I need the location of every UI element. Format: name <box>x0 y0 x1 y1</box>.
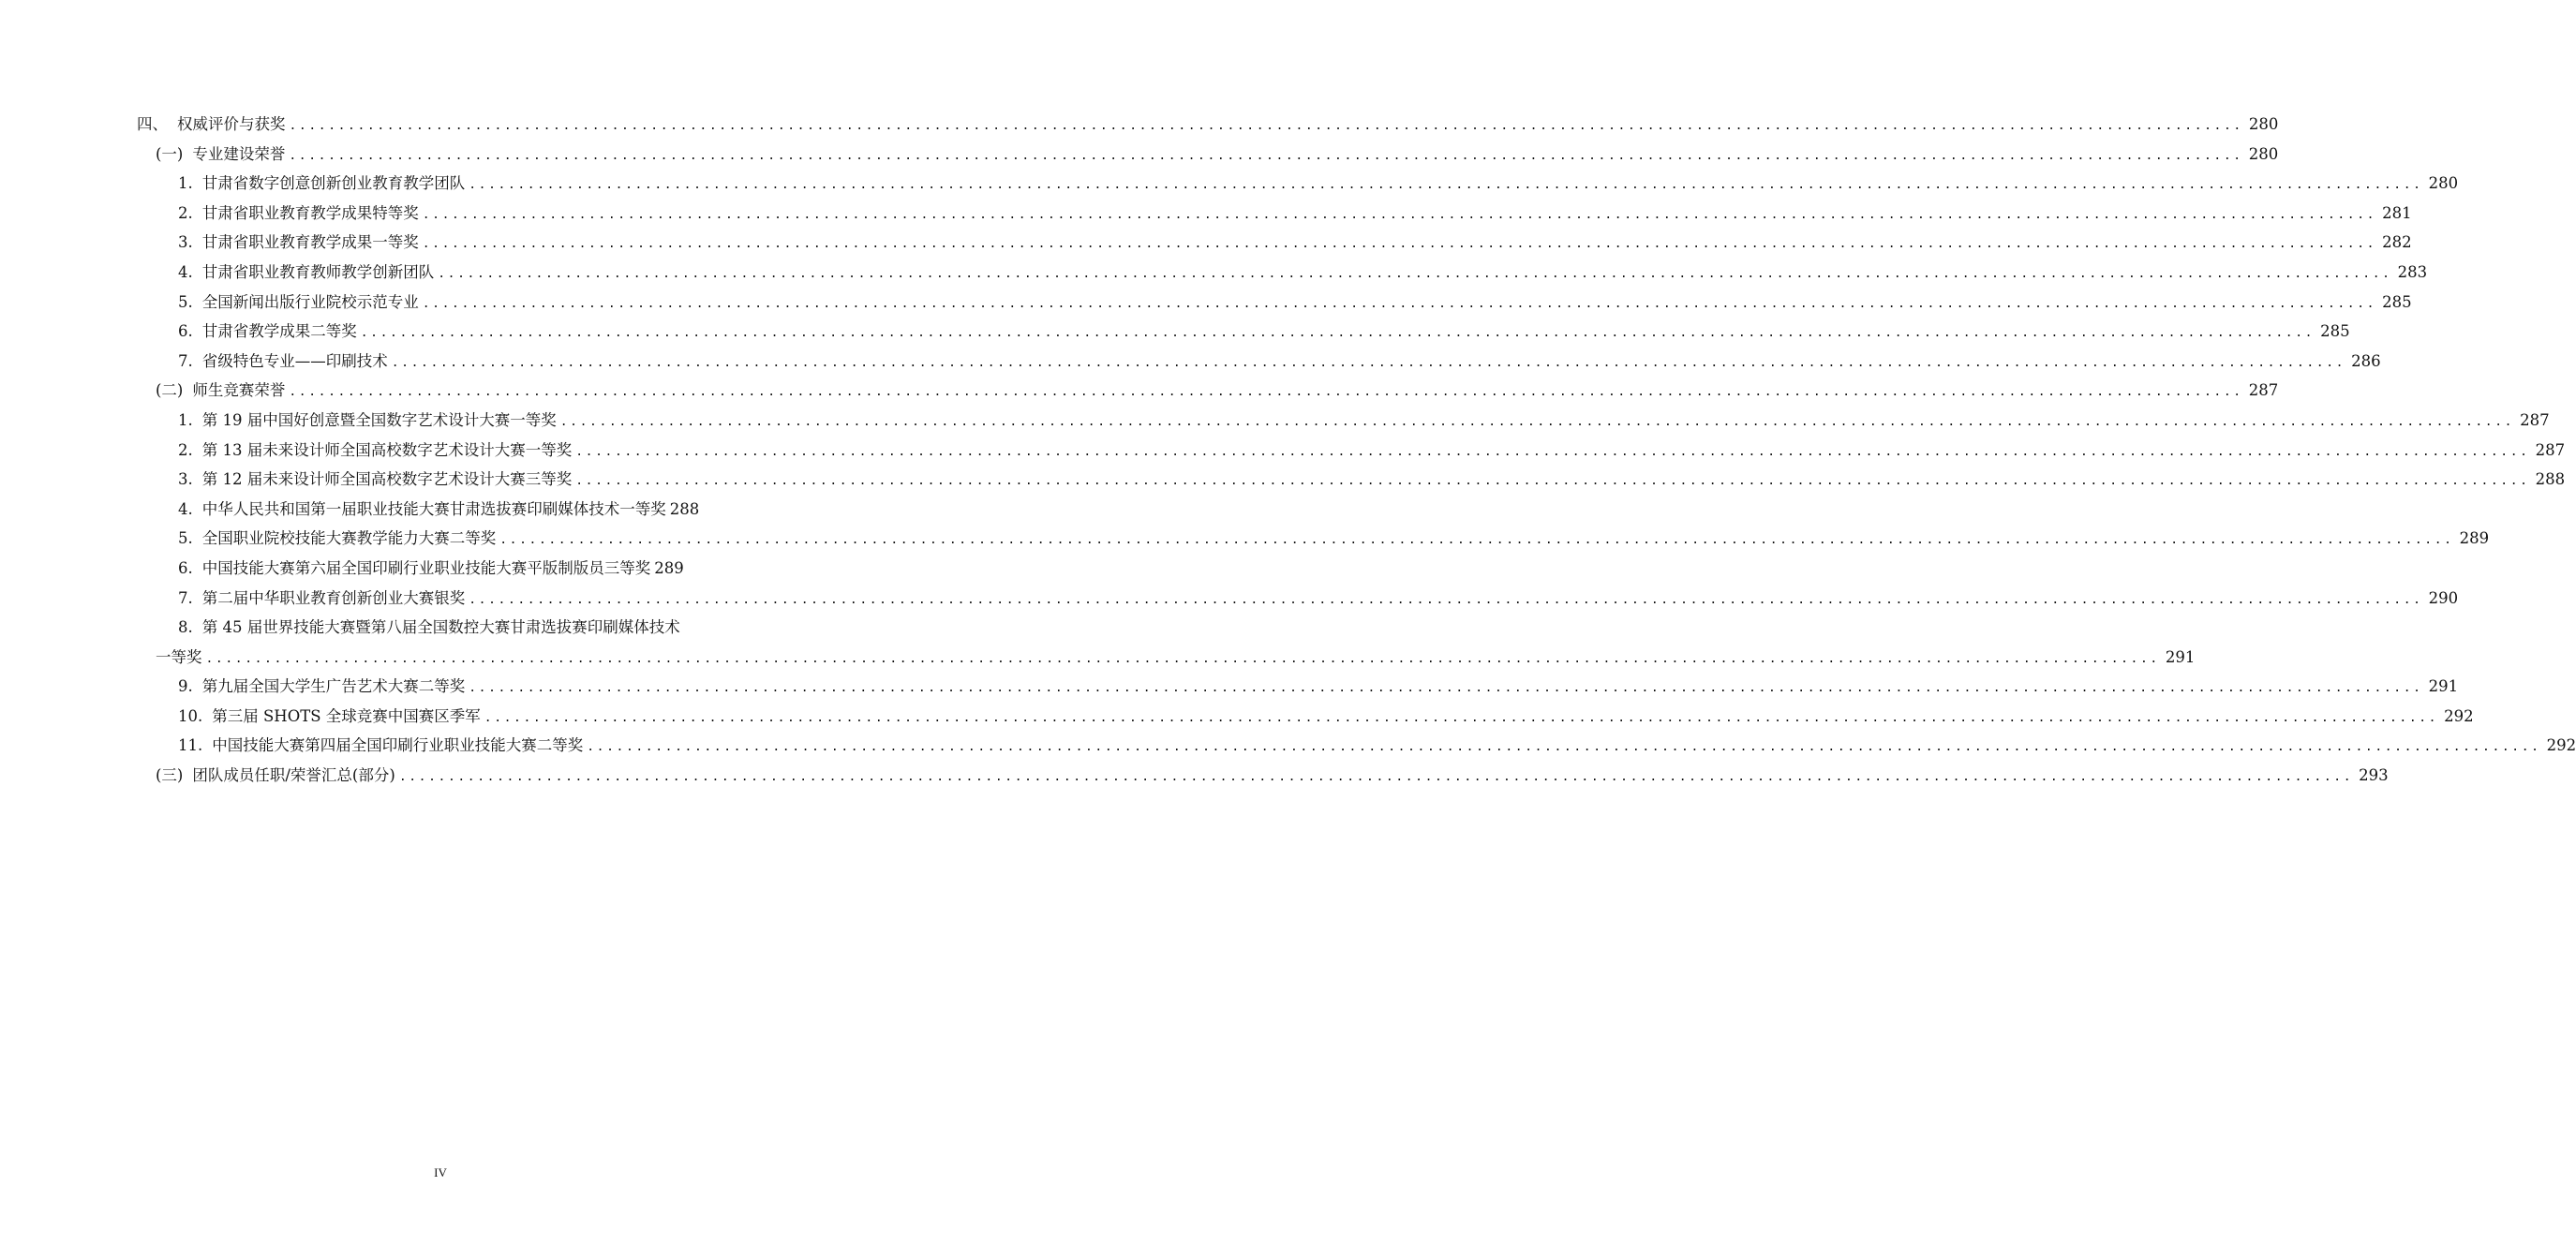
toc-entry[interactable] <box>0 731 2576 761</box>
toc-entry[interactable] <box>0 554 881 584</box>
toc-entry-page: 287 <box>2520 410 2550 429</box>
toc-entry-title: 甘肃省职业教育教师教学创新团队 <box>201 262 435 281</box>
toc-dot-leader: ........................................................................................................................................................................................................ <box>360 326 2315 341</box>
toc-entry-number: 1. <box>178 410 193 429</box>
toc-entry[interactable] <box>0 110 2279 140</box>
toc-dot-leader: ........................................................................................................................................................................................................ <box>422 237 2377 252</box>
toc-dot-leader: ........................................................................................................................................................................................................ <box>289 385 2243 400</box>
toc-dot-leader: ........................................................................................................................................................................................................ <box>469 592 2423 607</box>
toc-entry-number: 2. <box>178 440 193 459</box>
toc-entry[interactable] <box>0 524 2490 554</box>
toc-entry-title: 中华人民共和国第一届职业技能大赛甘肃选拔赛印刷媒体技术一等奖 <box>201 499 666 518</box>
toc-entry-number: 8. <box>178 618 193 637</box>
toc-dot-leader: ........................................................................................................................................................................................................ <box>289 119 2243 133</box>
toc-entry[interactable] <box>0 613 881 643</box>
toc-entry[interactable] <box>0 672 2459 702</box>
toc-entry-number: 1. <box>178 174 193 193</box>
toc-entry-page: 280 <box>2248 115 2279 133</box>
toc-entry-title: 一等奖 <box>156 647 202 666</box>
toc-entry[interactable] <box>0 584 2459 614</box>
toc-entry-title: 师生竞赛荣誉 <box>192 381 286 400</box>
toc-entry-number: 7. <box>178 588 193 607</box>
toc-dot-leader: ........................................................................................................................................................................................................ <box>391 355 2346 370</box>
toc-entry-number: 四、 <box>137 115 168 133</box>
toc-entry[interactable] <box>0 258 2428 288</box>
toc-entry-number: 9. <box>178 677 193 696</box>
toc-entry[interactable] <box>0 347 2381 377</box>
toc-entry-number: 10. <box>178 706 203 725</box>
toc-entry-number: 3. <box>178 470 193 489</box>
toc-entry-title: 第 13 届未来设计师全国高校数字艺术设计大赛一等奖 <box>201 440 573 459</box>
toc-entry-title: 全国职业院校技能大赛教学能力大赛二等奖 <box>201 529 497 548</box>
toc-entry-page: 292 <box>2444 706 2474 725</box>
toc-entry-page: 289 <box>2459 529 2490 548</box>
toc-entry[interactable] <box>0 169 2459 199</box>
toc-entry-number: 3. <box>178 233 193 252</box>
toc-entry[interactable] <box>0 288 2412 318</box>
toc-dot-leader: ........................................................................................................................................................................................................ <box>559 414 2515 429</box>
toc-entry-title: 甘肃省数字创意创新创业教育教学团队 <box>201 174 466 193</box>
toc-dot-leader: ........................................................................................................................................................................................................ <box>422 296 2377 311</box>
toc-entry-page: 281 <box>2382 203 2412 222</box>
toc-entry[interactable] <box>0 228 2412 258</box>
toc-entry-page: 280 <box>2248 144 2279 163</box>
toc-entry-title: 全国新闻出版行业院校示范专业 <box>201 292 419 311</box>
toc-entry-title: 中国技能大赛第六届全国印刷行业职业技能大赛平版制版员三等奖 <box>201 558 651 577</box>
toc-dot-leader: ........................................................................................................................................................................................................ <box>499 533 2454 548</box>
toc-entry[interactable] <box>0 199 2412 229</box>
toc-entry-page: 291 <box>2165 647 2196 666</box>
toc-entry-number: 2. <box>178 203 193 222</box>
toc-entry-page: 285 <box>2382 292 2412 311</box>
toc-entry-page: 293 <box>2359 766 2389 785</box>
toc-entry-title: 第三届 SHOTS 全球竞赛中国赛区季军 <box>212 706 481 725</box>
toc-entry-title: 团队成员任职/荣誉汇总(部分) <box>192 766 395 785</box>
toc-entry-title: 甘肃省职业教育教学成果一等奖 <box>201 233 419 252</box>
toc-entry-title: 第二届中华职业教育创新创业大赛银奖 <box>201 588 466 607</box>
toc-dot-leader: ........................................................................................................................................................................................................ <box>575 474 2530 489</box>
toc-entry[interactable] <box>0 643 2196 673</box>
toc-dot-leader: ........................................................................................................................................................................................................ <box>438 266 2392 281</box>
toc-entry-page: 288 <box>2535 470 2566 489</box>
toc-entry[interactable] <box>0 761 2389 791</box>
toc-entry-number: 11. <box>178 736 203 755</box>
toc-dot-leader: ........................................................................................................................................................................................................ <box>289 148 2243 163</box>
toc-dot-leader: ........................................................................................................................................................................................................ <box>205 651 2160 666</box>
toc-entry-page: 292 <box>2546 736 2576 755</box>
toc-entry-page: 282 <box>2382 233 2412 252</box>
toc-entry-page: 283 <box>2397 262 2428 281</box>
toc-entry[interactable] <box>0 317 2350 347</box>
toc-entry-number: 7. <box>178 351 193 370</box>
toc-entry-page: 280 <box>2428 174 2459 193</box>
toc-dot-leader: ........................................................................................................................................................................................................ <box>484 710 2439 725</box>
toc-entry-title: 权威评价与获奖 <box>177 115 286 133</box>
toc-entry-page: 286 <box>2351 351 2381 370</box>
toc-entry-number: 4. <box>178 262 193 281</box>
toc-entry-number: 6. <box>178 322 193 341</box>
toc-entry-number: (二) <box>156 381 184 400</box>
toc-entry-title: 第 45 届世界技能大赛暨第八届全国数控大赛甘肃选拔赛印刷媒体技术 <box>201 618 680 637</box>
toc-entry-number: 6. <box>178 558 193 577</box>
toc-entry-title: 省级特色专业——印刷技术 <box>201 351 388 370</box>
toc-entry-page: 289 <box>654 558 684 577</box>
toc-dot-leader: ........................................................................................................................................................................................................ <box>398 770 2354 785</box>
toc-entry-page: 290 <box>2428 588 2459 607</box>
toc-entry[interactable] <box>0 376 2279 406</box>
toc-entry-number: (三) <box>156 766 184 785</box>
toc-dot-leader: ........................................................................................................................................................................................................ <box>575 444 2530 459</box>
toc-entry-title: 第 19 届中国好创意暨全国数字艺术设计大赛一等奖 <box>201 410 557 429</box>
toc-entry-title: 甘肃省职业教育教学成果特等奖 <box>201 203 419 222</box>
toc-entry-number: 4. <box>178 499 193 518</box>
page-number: IV <box>434 1165 447 1179</box>
toc-dot-leader: ........................................................................................................................................................................................................ <box>469 681 2423 696</box>
toc-entry-title: 中国技能大赛第四届全国印刷行业职业技能大赛二等奖 <box>212 736 584 755</box>
toc-entry[interactable] <box>0 702 2474 732</box>
toc-entry-number: 5. <box>178 292 193 311</box>
toc-entry-page: 287 <box>2248 381 2279 400</box>
toc-dot-leader: ........................................................................................................................................................................................................ <box>422 207 2377 222</box>
toc-entry[interactable] <box>0 406 2550 436</box>
toc-entry-number: 5. <box>178 529 193 548</box>
toc-entry-number: (一) <box>156 144 184 163</box>
toc-entry-title: 第 12 届未来设计师全国高校数字艺术设计大赛三等奖 <box>201 470 573 489</box>
toc-entry[interactable] <box>0 436 2566 466</box>
toc-entry-title: 第九届全国大学生广告艺术大赛二等奖 <box>201 677 466 696</box>
toc-entry-page: 291 <box>2428 677 2459 696</box>
toc-entry-page: 285 <box>2320 322 2350 341</box>
toc-entry-page: 287 <box>2535 440 2566 459</box>
toc-dot-leader: ........................................................................................................................................................................................................ <box>587 740 2541 755</box>
toc-entry-title: 专业建设荣誉 <box>192 144 286 163</box>
toc-entry-page: 288 <box>669 499 700 518</box>
toc-entry[interactable] <box>0 495 881 525</box>
toc-entry[interactable] <box>0 465 2566 495</box>
table-of-contents <box>0 110 2576 791</box>
toc-entry[interactable] <box>0 140 2279 170</box>
toc-dot-leader: ........................................................................................................................................................................................................ <box>469 178 2423 193</box>
toc-entry-title: 甘肃省教学成果二等奖 <box>201 322 357 341</box>
